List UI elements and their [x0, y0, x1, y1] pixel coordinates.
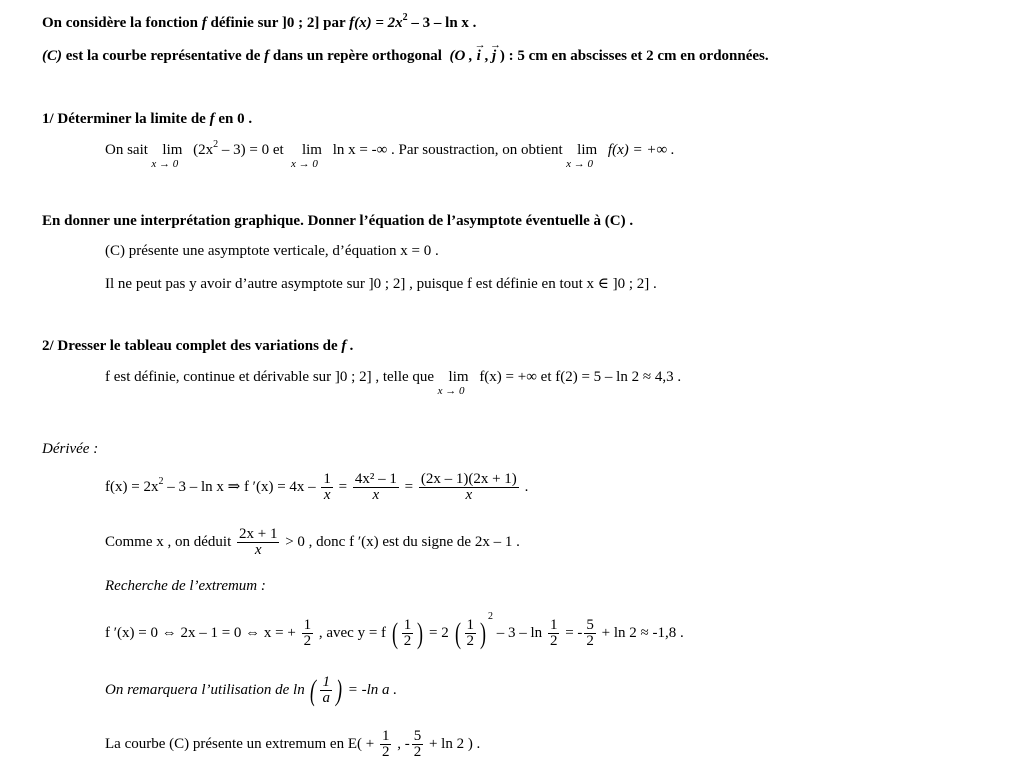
lim-label: lim: [162, 142, 183, 158]
deriv-text: – 3 – ln: [496, 624, 543, 641]
denominator: 2: [413, 744, 422, 760]
q1-title: [42, 110, 252, 128]
lim-label: lim: [448, 369, 469, 385]
q1-title-f: f: [209, 111, 215, 127]
numerator: (2x – 1)(2x + 1): [420, 471, 517, 487]
q1-title-end: en 0 .: [218, 111, 253, 127]
lim-label: lim: [301, 142, 322, 158]
limit-3: [566, 141, 604, 170]
numerator: 1: [303, 617, 312, 633]
numerator: 1: [322, 674, 330, 690]
lim-label: lim: [577, 142, 598, 158]
denominator: x: [254, 542, 262, 558]
vector-j: → j: [492, 47, 496, 65]
numerator: 5: [586, 617, 594, 633]
limit-1: [151, 141, 189, 170]
fraction-five-halves: [412, 729, 424, 760]
lim-sub: x → 0: [151, 158, 179, 170]
derivative-label: Dérivée :: [42, 441, 99, 457]
numerator: 1: [323, 471, 331, 487]
deriv-text: = -ln a .: [347, 681, 398, 698]
deriv-text: La courbe (C) présente un extremum en E( +: [105, 735, 375, 752]
deriv-text: = -: [565, 624, 583, 641]
exponent: 2: [488, 610, 494, 622]
denominator: 2: [586, 633, 594, 649]
numerator: 5: [413, 728, 422, 744]
fraction-factored: [419, 472, 519, 503]
denominator: 2: [549, 633, 558, 649]
q1-expr: – 3) = 0 et: [221, 142, 284, 158]
q1-title-text: 1/ Déterminer la limite de: [42, 111, 206, 127]
intro-text: dans un repère orthogonal: [272, 48, 442, 64]
intro-text: par: [323, 15, 346, 31]
q1-text: On sait: [105, 142, 148, 158]
fraction-2x-plus-1: [237, 527, 279, 558]
derivative-equation: $f(x) = 2x^2 - 3 - \ln x$ ⇒ f ′(x) = 4x – $\frac{1}{x}$ = $\frac{\text{4x² – 1}}{x}$ = $\frac{(2x - 1)(2x + 1)}{x}$ .: [105, 471, 529, 503]
limit-2: [290, 141, 329, 170]
interp-line-2: Il ne peut pas y avoir d’autre asymptote sur ]0 ; 2] , puisque f est définie en tout x ∈ ]0 ; 2] .: [105, 276, 657, 292]
deriv-text: Comme x , on déduit: [105, 533, 232, 550]
intro-interval: ]0 ; 2]: [281, 15, 320, 31]
function-definition: f(x) = 2x: [349, 15, 403, 31]
frame-close: ) : 5 cm en abscisses et 2 cm en ordonnées.: [499, 48, 769, 64]
intro-line-1: [42, 14, 476, 32]
deriv-text: = 2: [429, 624, 449, 641]
paren-open: (: [391, 616, 398, 650]
deriv-text: On remarquera l’utilisation de ln: [105, 681, 305, 698]
paren-close: ): [480, 616, 487, 650]
fraction-half: [402, 618, 414, 649]
intro-text: définie sur: [210, 15, 279, 31]
q2-title: [42, 337, 354, 355]
lim-sub: x → 0: [437, 385, 465, 397]
numerator: 2x + 1: [239, 526, 278, 542]
function-definition-tail: – 3 – ln x .: [411, 15, 477, 31]
curve-name: (C): [42, 48, 62, 64]
fraction-five-halves: [584, 618, 596, 649]
interp-line-1: (C) présente une asymptote verticale, d’équation x = 0 .: [105, 243, 439, 259]
fraction-1-over-x: [321, 472, 333, 503]
lim-sub: x → 0: [566, 158, 594, 170]
intro-text: est la courbe représentative de: [65, 48, 261, 64]
denominator: 2: [303, 633, 312, 649]
remark-line: [105, 675, 397, 706]
intro-text: On considère la fonction: [42, 15, 198, 31]
limit-4: [437, 368, 476, 397]
intro-f: f: [201, 15, 207, 31]
intro-line-2: (C) est la courbe représentative de f dans un repère orthogonal (O , → i , → j ) : 5 cm en abscisses et 2 cm en ordonnées.: [42, 47, 769, 65]
q1-expr: f(x) = +∞ .: [607, 142, 675, 158]
fraction-half: [465, 618, 477, 649]
extremum-line: [105, 610, 684, 650]
recherche-label: Recherche de l’extremum :: [105, 578, 266, 594]
deriv-text: > 0 , donc f ′(x) est du signe de 2x – 1 .: [285, 533, 520, 550]
deriv-text: f(x) = 2x: [105, 478, 159, 495]
interp-title: En donner une interprétation graphique. Donner l’équation de l’asymptote éventuelle à (C) .: [42, 213, 634, 229]
denominator: a: [322, 690, 330, 706]
denominator: x: [372, 487, 380, 503]
denominator: 2: [403, 633, 412, 649]
vector-i: → i: [477, 47, 481, 65]
numerator: 1: [381, 728, 390, 744]
fraction-half: [302, 618, 314, 649]
denominator: x: [323, 487, 331, 503]
numerator: 4x² – 1: [354, 471, 397, 487]
deriv-text: f ′(x) = 0 ⇔ 2x – 1 = 0 ⇔ x = +: [105, 624, 296, 641]
denominator: 2: [466, 633, 475, 649]
q1-expr: (2x: [193, 142, 214, 158]
deriv-text: , avec y = f: [318, 624, 387, 641]
fraction-4x2: [353, 472, 399, 503]
paren-open: (: [310, 673, 317, 707]
lim-sub: x → 0: [290, 158, 318, 170]
paren-close: ): [417, 616, 424, 650]
exponent: 2: [402, 12, 408, 23]
courbe-line: [105, 729, 480, 760]
paren-open: (: [454, 616, 461, 650]
fraction-half: [548, 618, 560, 649]
numerator: 1: [549, 617, 558, 633]
q2-title-text: 2/ Dresser le tableau complet des variations de: [42, 338, 338, 354]
fraction-1-over-a: [320, 675, 332, 706]
comme-line: [105, 527, 520, 558]
denominator: x: [465, 487, 473, 503]
deriv-text: + ln 2 ) .: [428, 735, 481, 752]
numerator: 1: [466, 617, 475, 633]
q2-answer: [105, 368, 682, 397]
q2-text: f est définie, continue et dérivable sur ]0 ; 2] , telle que: [105, 369, 435, 385]
q2-title-f: f .: [341, 338, 354, 354]
denominator: 2: [381, 744, 390, 760]
paren-close: ): [335, 673, 342, 707]
q1-expr: ln x = -∞ . Par soustraction, on obtient: [332, 142, 563, 158]
q1-answer: [105, 139, 675, 170]
deriv-text: , -: [397, 735, 410, 752]
exponent: 2: [158, 475, 164, 487]
intro-f: f: [264, 48, 270, 64]
fraction-half: [380, 729, 392, 760]
deriv-text: – 3 – ln x ⇒ f ′(x) = 4x –: [167, 478, 316, 495]
frame-open: (O ,: [449, 48, 473, 64]
q2-text: f(x) = +∞ et f(2) = 5 – ln 2 ≈ 4,3 .: [479, 369, 682, 385]
exponent: 2: [213, 139, 219, 150]
numerator: 1: [403, 617, 412, 633]
deriv-text: + ln 2 ≈ -1,8 .: [601, 624, 684, 641]
